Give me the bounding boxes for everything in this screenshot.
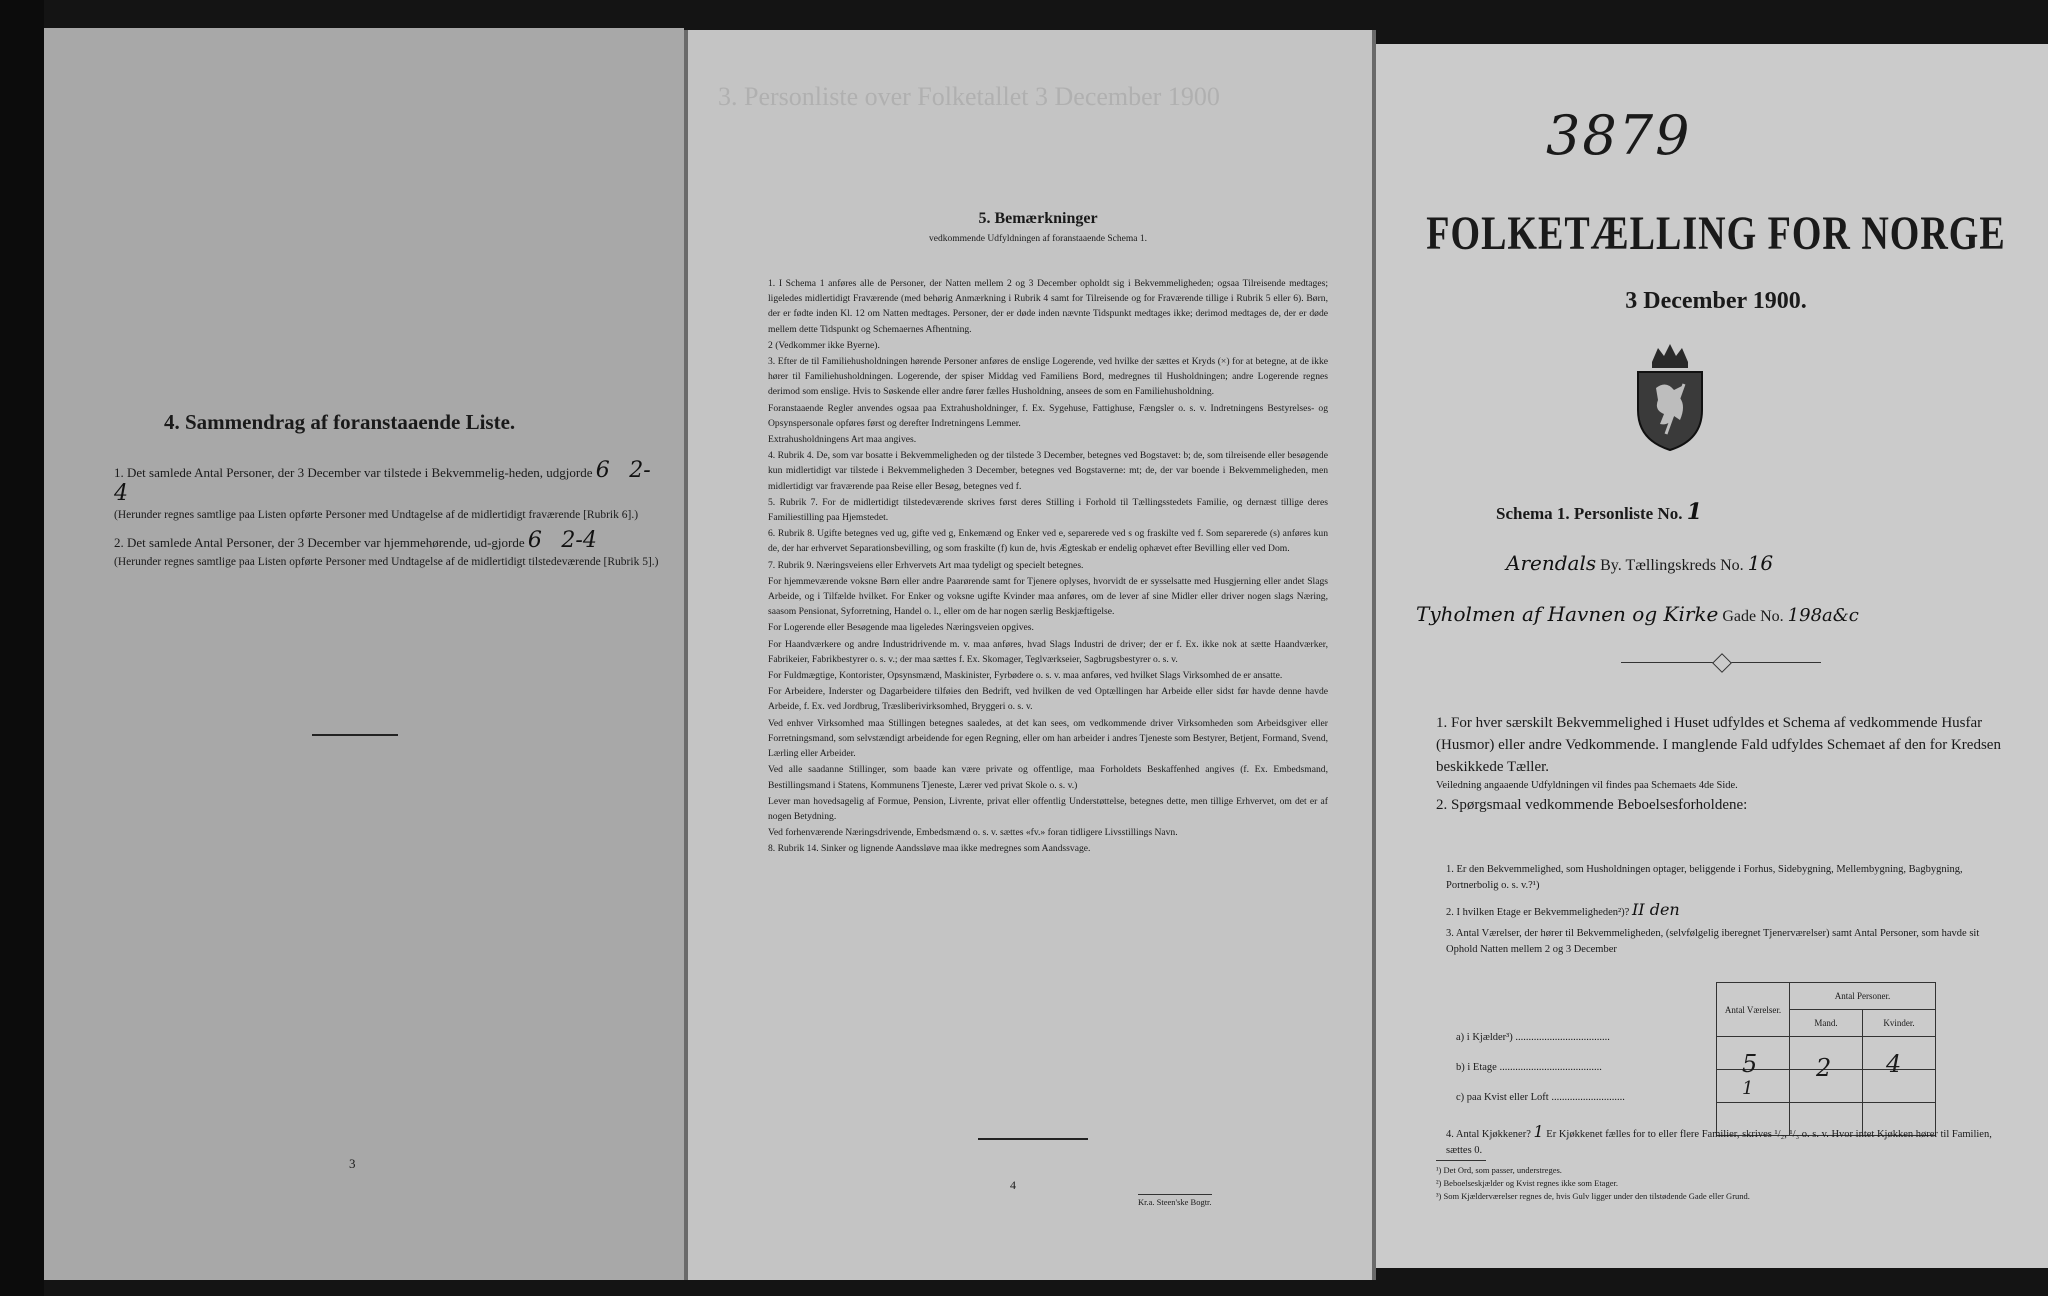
- men-floor-value: 2: [1816, 1054, 1832, 1082]
- row-basement: a) i Kjælder³) ....................................: [1456, 1032, 1610, 1043]
- remarks-page: [688, 30, 1374, 1280]
- remark-paragraph: 8. Rubrik 14. Sinker og lignende Aandssløve maa ikke medregnes som Aandssvage.: [768, 843, 1091, 855]
- question-4: [1446, 1124, 2006, 1159]
- item2-value: 6: [527, 528, 542, 553]
- remark-paragraph: Foranstaaende Regler anvendes ogsaa paa Extrahusholdninger, f. Ex. Sygehuse, Fattighuse, Fængsler o. s. v. Indretningens Bestyrelses- og Opsynspersonale opføres først og derefter Indretningens Lemmer.: [768, 402, 1328, 429]
- remark-paragraph: 1. I Schema 1 anføres alle de Personer, der Natten mellem 2 og 3 December opholdt sig i Bekvemmeligheden; ogsaa Tilreisende medtages; ligeledes midlertidigt Fraværende (med behørig Anmærkning i Rubrik 4 samt for Tilreisende og for Fraværende tillige i Rubrik 5 eller 6). Børn, der er fødte inden Kl. 12 om Natten medtages. Personer, der er døde inden nævnte Tidspunkt medtages ikke; derimod medtages de, der er døde mellem dette Tidspunkt og Schemaernes Afhentning.: [768, 278, 1328, 335]
- ornament-diamond: [1712, 653, 1732, 673]
- census-date: 3 December 1900.: [1625, 288, 1807, 314]
- row-attic: c) paa Kvist eller Loft ............................: [1456, 1092, 1625, 1103]
- rooms-attic-value: 1: [1742, 1078, 1754, 1099]
- page-number: 4: [1010, 1178, 1016, 1192]
- question-2-text: 2. I hvilken Etage er Bekvemmeligheden²)?: [1446, 907, 1630, 918]
- street-line: [1416, 602, 2006, 626]
- instruction-2: 2. Spørgsmaal vedkommende Beboelsesforholdene:: [1436, 797, 1748, 813]
- item2-handwritten: 2-4: [561, 528, 597, 553]
- footnote-rule: [1436, 1160, 1486, 1161]
- item2-note: (Herunder regnes samtlige paa Listen opførte Personer med Undtagelse af de midlertidigt tilstedeværende [Rubrik 5].): [114, 556, 659, 568]
- remark-paragraph: Ved alle saadanne Stillinger, som baade kan være private og offentlige, maa Forholdets Beskaffenhed angives (f. Ex. Embedsmand, Bestillingsmand i Statens, Kommunens Tjeneste, Lærer ved privat Skole o. s. v.): [768, 764, 1328, 791]
- remark-paragraph: For Arbeidere, Inderster og Dagarbeidere tilføies den Bedrift, ved hvilken de ved Optællingen har Arbeide eller sidst før havde denne havde Arbeide, f. Ex. ved Jordbrug, Træsliberivirksomhed, Bryggeri o. s. v.: [768, 686, 1328, 713]
- item1-note: (Herunder regnes samtlige paa Listen opførte Personer med Undtagelse af de midlertidigt fraværende [Rubrik 6].): [114, 509, 639, 521]
- divider: [312, 734, 398, 736]
- remark-paragraph: 7. Rubrik 9. Næringsveiens eller Erhvervets Art maa tydeligt og specielt betegnes.: [768, 559, 1084, 571]
- bleed-through-text: 3. Personliste over Folketallet 3 December 1900: [718, 82, 1220, 111]
- street-number: 198a&c: [1787, 605, 1859, 626]
- question-4-rest: Er Kjøkkenet fælles for to eller flere Familier, skrives ¹/₂, ¹/₃ o. s. v. Hvor intet Kjøkken hører til Familien, sættes 0.: [1446, 1129, 1992, 1156]
- remark-paragraph: 3. Efter de til Familiehusholdningen hørende Personer anføres de enslige Logerende, ved hvilke der sættes et Kryds (×) for at betegne, at de ikke hører til Familiehusholdningen. Logerende, der spiser Middag ved Familiens Bord, medregnes til Husholdningen; andre Logerende regnes derimod som enslige. Hvis to Søskende eller andre fører fælles Husholdning, ansees de som en Familiehusholdning.: [768, 356, 1328, 398]
- women-floor-value: 4: [1886, 1050, 1902, 1078]
- summary-page: [44, 28, 684, 1280]
- row-floor: b) i Etage .......................................: [1456, 1062, 1602, 1073]
- footnote: ¹) Det Ord, som passer, understreges.: [1436, 1165, 1562, 1175]
- summary-title: 4. Sammendrag af foranstaaende Liste.: [164, 410, 516, 434]
- item1-value: 6: [595, 458, 610, 483]
- town-line: [1506, 551, 2006, 575]
- coat-of-arms-icon: [1630, 340, 1710, 452]
- street-handwritten: Tyholmen af Havnen og Kirke: [1416, 602, 1719, 626]
- item1-handwritten: 2-4: [114, 458, 651, 506]
- remarks-subtitle: vedkommende Udfyldningen af foranstaaende Schema 1.: [929, 234, 1147, 244]
- instruction-1: 1. For hver særskilt Bekvemmelighed i Huset udfyldes et Schema af vedkommende Husfar (Husmor) eller andre Vedkommende. I manglende Fald udfyldes Schemaet af den for Kredsen beskikkede Tæller.: [1436, 715, 2001, 775]
- remark-paragraph: 6. Rubrik 8. Ugifte betegnes ved ug, gifte ved g, Enkemænd og Enker ved e, separerede ved s og fraskilte ved f. Som separerede (s) anføres kun de, der har erhvervet Separationsbevilling, og som fraskilte (f) kun de, hvis Ægteskab er endelig ophævet efter Bevilling eller ved Dom.: [768, 528, 1328, 555]
- item1-text: 1. Det samlede Antal Personer, der 3 December var tilstede i Bekvemmelig-heden, udgjorde: [114, 465, 593, 480]
- remark-paragraph: For Fuldmægtige, Kontorister, Opsynsmænd, Maskinister, Fyrbødere o. s. v. maa anføres, ved hvilket Slags Virksomhed de er ansatte.: [768, 670, 1283, 682]
- header-persons: Antal Personer.: [1790, 983, 1936, 1010]
- census-title: FOLKETÆLLING FOR NORGE: [1426, 207, 2006, 261]
- schema-label: Schema 1. Personliste No.: [1496, 504, 1683, 523]
- remark-paragraph: For hjemmeværende voksne Børn eller andre Paarørende samt for Tjenere oplyses, hvorvidt de er sysselsatte med Husgjerning eller andet Slags Arbeide, og i Tilfælde hvilket. For Enker og voksne ugifte Kvinder maa anføres, om de lever af sine Midler eller driver nogen slags Næring, saasom Pensionat, Syforretning, Handel o. l., eller om de har nogen særlig Beskjæftigelse.: [768, 575, 1328, 618]
- printer-imprint: Kr.a. Steen'ske Bogtr.: [1138, 1194, 1212, 1207]
- footnote: ³) Som Kjælderværelser regnes de, hvis Gulv ligger under den tilstødende Gade eller Grund.: [1436, 1191, 1750, 1201]
- header-women: Kvinder.: [1863, 1010, 1936, 1037]
- remark-paragraph: 2 (Vedkommer ikke Byerne).: [768, 339, 880, 351]
- item2-text: 2. Det samlede Antal Personer, der 3 December var hjemmehørende, ud-gjorde: [114, 535, 525, 550]
- scan-border: [0, 0, 44, 1296]
- instructions: [1436, 712, 2006, 816]
- schema-line: [1496, 499, 1702, 525]
- remark-paragraph: 5. Rubrik 7. For de midlertidigt tilstedeværende skrives først deres Stilling i Forhold til Tællingsstedets Familie, og dernæst tillige deres Familiestilling paa Hjemstedet.: [768, 496, 1328, 524]
- remark-paragraph: For Haandværkere og andre Industridrivende m. v. maa anføres, hvad Slags Industri de driver; der er f. Ex. ikke nok at sætte Haandværker, Fabrikeier, Fabrikbestyrer o. s. v.; der maa sættes f. Ex. Skomager, Teglværkseier, Sagbrugsbestyrer o. s. v.: [768, 638, 1328, 665]
- archive-number: 3879: [1546, 104, 1692, 167]
- summary-item-resident: [114, 530, 662, 571]
- cover-page: [1376, 44, 2048, 1268]
- district-number: 16: [1747, 551, 1774, 575]
- question-4-text: 4. Antal Kjøkkener?: [1446, 1129, 1531, 1140]
- personliste-number: 1: [1686, 499, 1703, 525]
- town-label: By. Tællingskreds No.: [1600, 557, 1744, 574]
- footnote: ²) Beboelseskjælder og Kvist regnes ikke som Etager.: [1436, 1178, 1618, 1188]
- remark-paragraph: For Logerende eller Besøgende maa ligeledes Næringsveien opgives.: [768, 622, 1034, 634]
- question-2: [1446, 902, 2006, 921]
- question-1: 1. Er den Bekvemmelighed, som Husholdningen optager, beliggende i Forhus, Sidebygning, Mellembygning, Bagbygning, Portnerbolig o. s. v.?¹): [1446, 864, 1963, 891]
- remark-paragraph: Lever man hovedsagelig af Formue, Pension, Livrente, privat eller offentlig Understøttelse, betegnes dette, men tillige Erhvervet, om det er af nogen Betydning.: [768, 795, 1328, 822]
- page-number: 3: [349, 1156, 356, 1171]
- question-4-answer: 1: [1533, 1122, 1544, 1141]
- divider: [978, 1138, 1088, 1140]
- question-2-answer: II den: [1631, 900, 1680, 919]
- footnotes: [1436, 1164, 1996, 1203]
- remark-paragraph: 4. Rubrik 4. De, som var bosatte i Bekvemmeligheden og der tilstede 3 December, betegnes ved Bogstavet: b; de, som tilreisende eller besøgende kun midlertidigt var tilstede i Bekvemmeligheden 3 December, betegnes ved Bogstaverne: mt; de, der var boende i Bekvemmeligheden, men midlertidigt var fraværende paa Reise eller Besøg, betegnes ved f.: [768, 450, 1328, 492]
- instruction-note: Veiledning angaaende Udfyldningen vil findes paa Schemaets 4de Side.: [1436, 780, 1738, 791]
- header-men: Mand.: [1790, 1010, 1863, 1037]
- question-3: 3. Antal Værelser, der hører til Bekvemmeligheden, (selvfølgelig iberegnet Tjenerværelser) samt Antal Personer, som havde sit Ophold Natten mellem 2 og 3 December: [1446, 928, 1980, 955]
- summary-item-present: [114, 460, 662, 524]
- summary-body: [114, 460, 662, 577]
- remarks-body: [768, 276, 1328, 858]
- remarks-title: 5. Bemærkninger: [978, 210, 1098, 227]
- town-handwritten: Arendals: [1506, 551, 1597, 575]
- street-label: Gade No.: [1722, 608, 1784, 625]
- header-rooms: Antal Værelser.: [1717, 983, 1790, 1037]
- remark-paragraph: Ved enhver Virksomhed maa Stillingen betegnes saaledes, at det kan sees, om vedkommende driver Virksomheden som Arbeidsgiver eller Forretningsmand, som selvstændigt arbeidende for egen Regning, eller om han arbeider i andres Tjeneste som Bestyrer, Betjent, Formand, Svend, Lærling eller Arbeider.: [768, 717, 1329, 760]
- rooms-floor-value: 5: [1742, 1050, 1758, 1078]
- remark-paragraph: Extrahusholdningens Art maa angives.: [768, 434, 917, 446]
- remark-paragraph: Ved forhenværende Næringsdrivende, Embedsmænd o. s. v. sættes «fv.» foran tidligere Livsstillings Navn.: [768, 827, 1178, 839]
